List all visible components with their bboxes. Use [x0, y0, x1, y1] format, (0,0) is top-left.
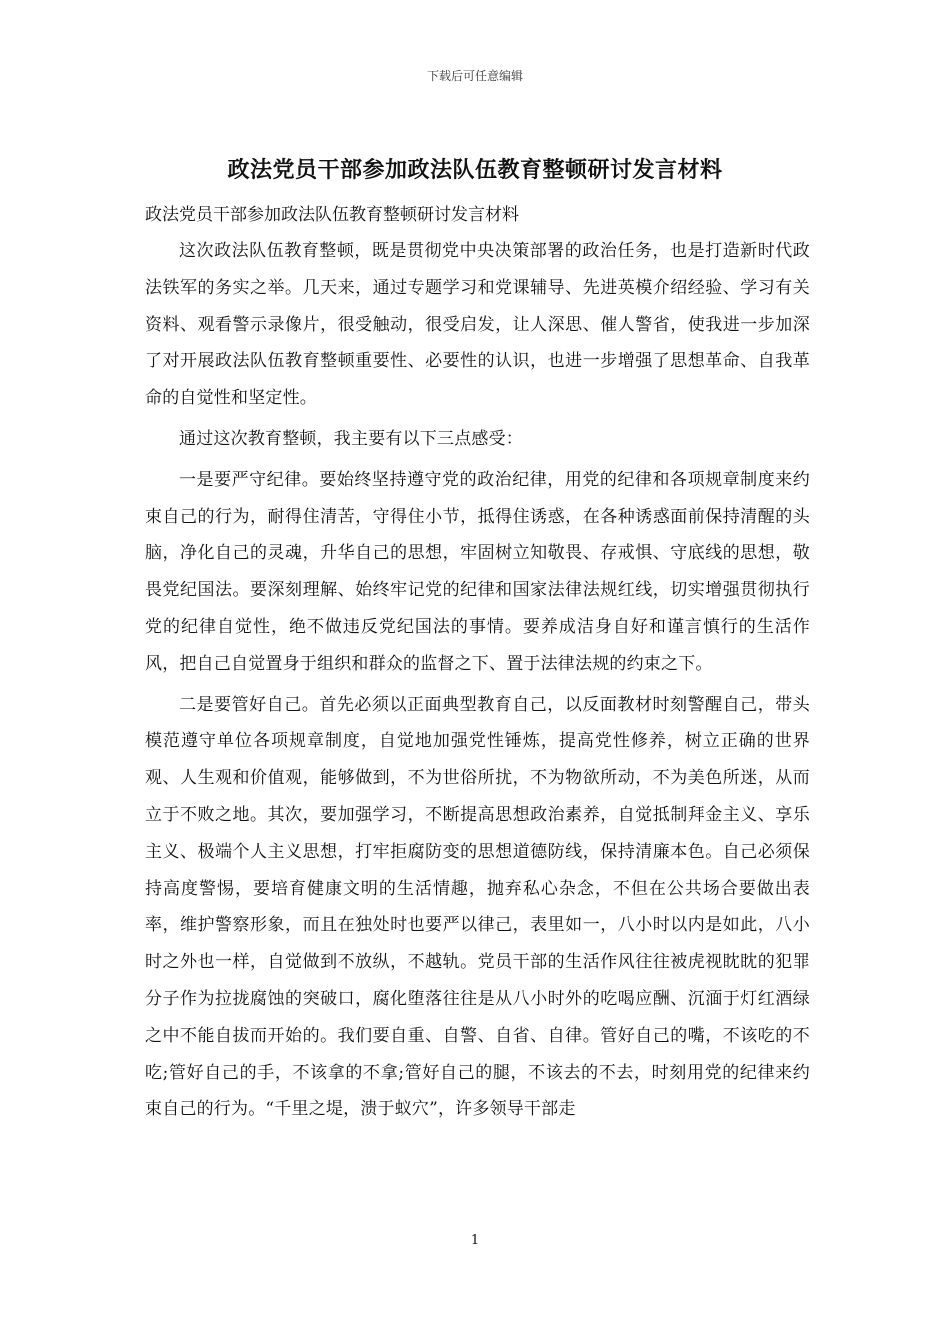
page-header-note: 下载后可任意编辑 — [426, 69, 523, 83]
paragraph-point-one: 一是要严守纪律。要始终坚持遵守党的政治纪律，用党的纪律和各项规章制度来约束自己的行为，耐得住清苦，守得住小节，抵得住诱惑，在各种诱惑面前保持清醒的头脑，净化自己的灵魂，升华自己的思想，牢固树立知敬畏、存戒惧、守底线的思想，敬畏党纪国法。要深刻理解、始终牢记党的纪律和国家法律法规红线，切实增强贯彻执行党的纪律自觉性，绝不做违反党纪国法的事情。要养成洁身自好和谨言慎行的生活作风，把自己自觉置身于组织和群众的监督之下、置于法律法规的约束之下。 — [145, 469, 810, 674]
document-title: 政法党员干部参加政法队伍教育整顿研讨发言材料 — [227, 157, 723, 183]
document-body — [145, 233, 810, 1132]
page-number: 1 — [470, 1233, 480, 1248]
document-subtitle: 政法党员干部参加政法队伍教育整顿研讨发言材料 — [145, 205, 519, 225]
paragraph-intro: 这次政法队伍教育整顿，既是贯彻党中央决策部署的政治任务，也是打造新时代政法铁军的务实之举。几天来，通过专题学习和党课辅导、先进英模介绍经验、学习有关资料、观看警示录像片，很受触动，很受启发，让人深思、催人警省，使我进一步加深了对开展政法队伍教育整顿重要性、必要性的认识，也进一步增强了思想革命、自我革命的自觉性和坚定性。 — [145, 241, 810, 409]
paragraph-point-two: 二是要管好自己。首先必须以正面典型教育自己，以反面教材时刻警醒自己，带头模范遵守单位各项规章制度，自觉地加强党性锤炼，提高党性修养，树立正确的世界观、人生观和价值观，能够做到，不为世俗所扰，不为物欲所动，不为美色所迷，从而立于不败之地。其次，要加强学习，不断提高思想政治素养，自觉抵制拜金主义、享乐主义、极端个人主义思想，打牢拒腐防变的思想道德防线，保持清廉本色。自己必须保持高度警惕，要培育健康文明的生活情趣，抛弃私心杂念，不但在公共场合要做出表率，维护警察形象，而且在独处时也要严以律己，表里如一，八小时以内是如此，八小时之外也一样，自觉做到不放纵，不越轨。党员干部的生活作风往往被虎视眈眈的犯罪分子作为拉拢腐蚀的突破口，腐化堕落往往是从八小时外的吃喝应酬、沉湎于灯红酒绿之中不能自拔而开始的。我们要自重、自警、自省、自律。管好自己的嘴，不该吃的不吃;管好自己的手，不该拿的不拿;管好自己的腿，不该去的不去，时刻用党的纪律来约束自己的行为。“千里之堤，溃于蚁穴”，许多领导干部走 — [145, 694, 810, 1120]
paragraph-summary: 通过这次教育整顿，我主要有以下三点感受： — [179, 428, 523, 449]
